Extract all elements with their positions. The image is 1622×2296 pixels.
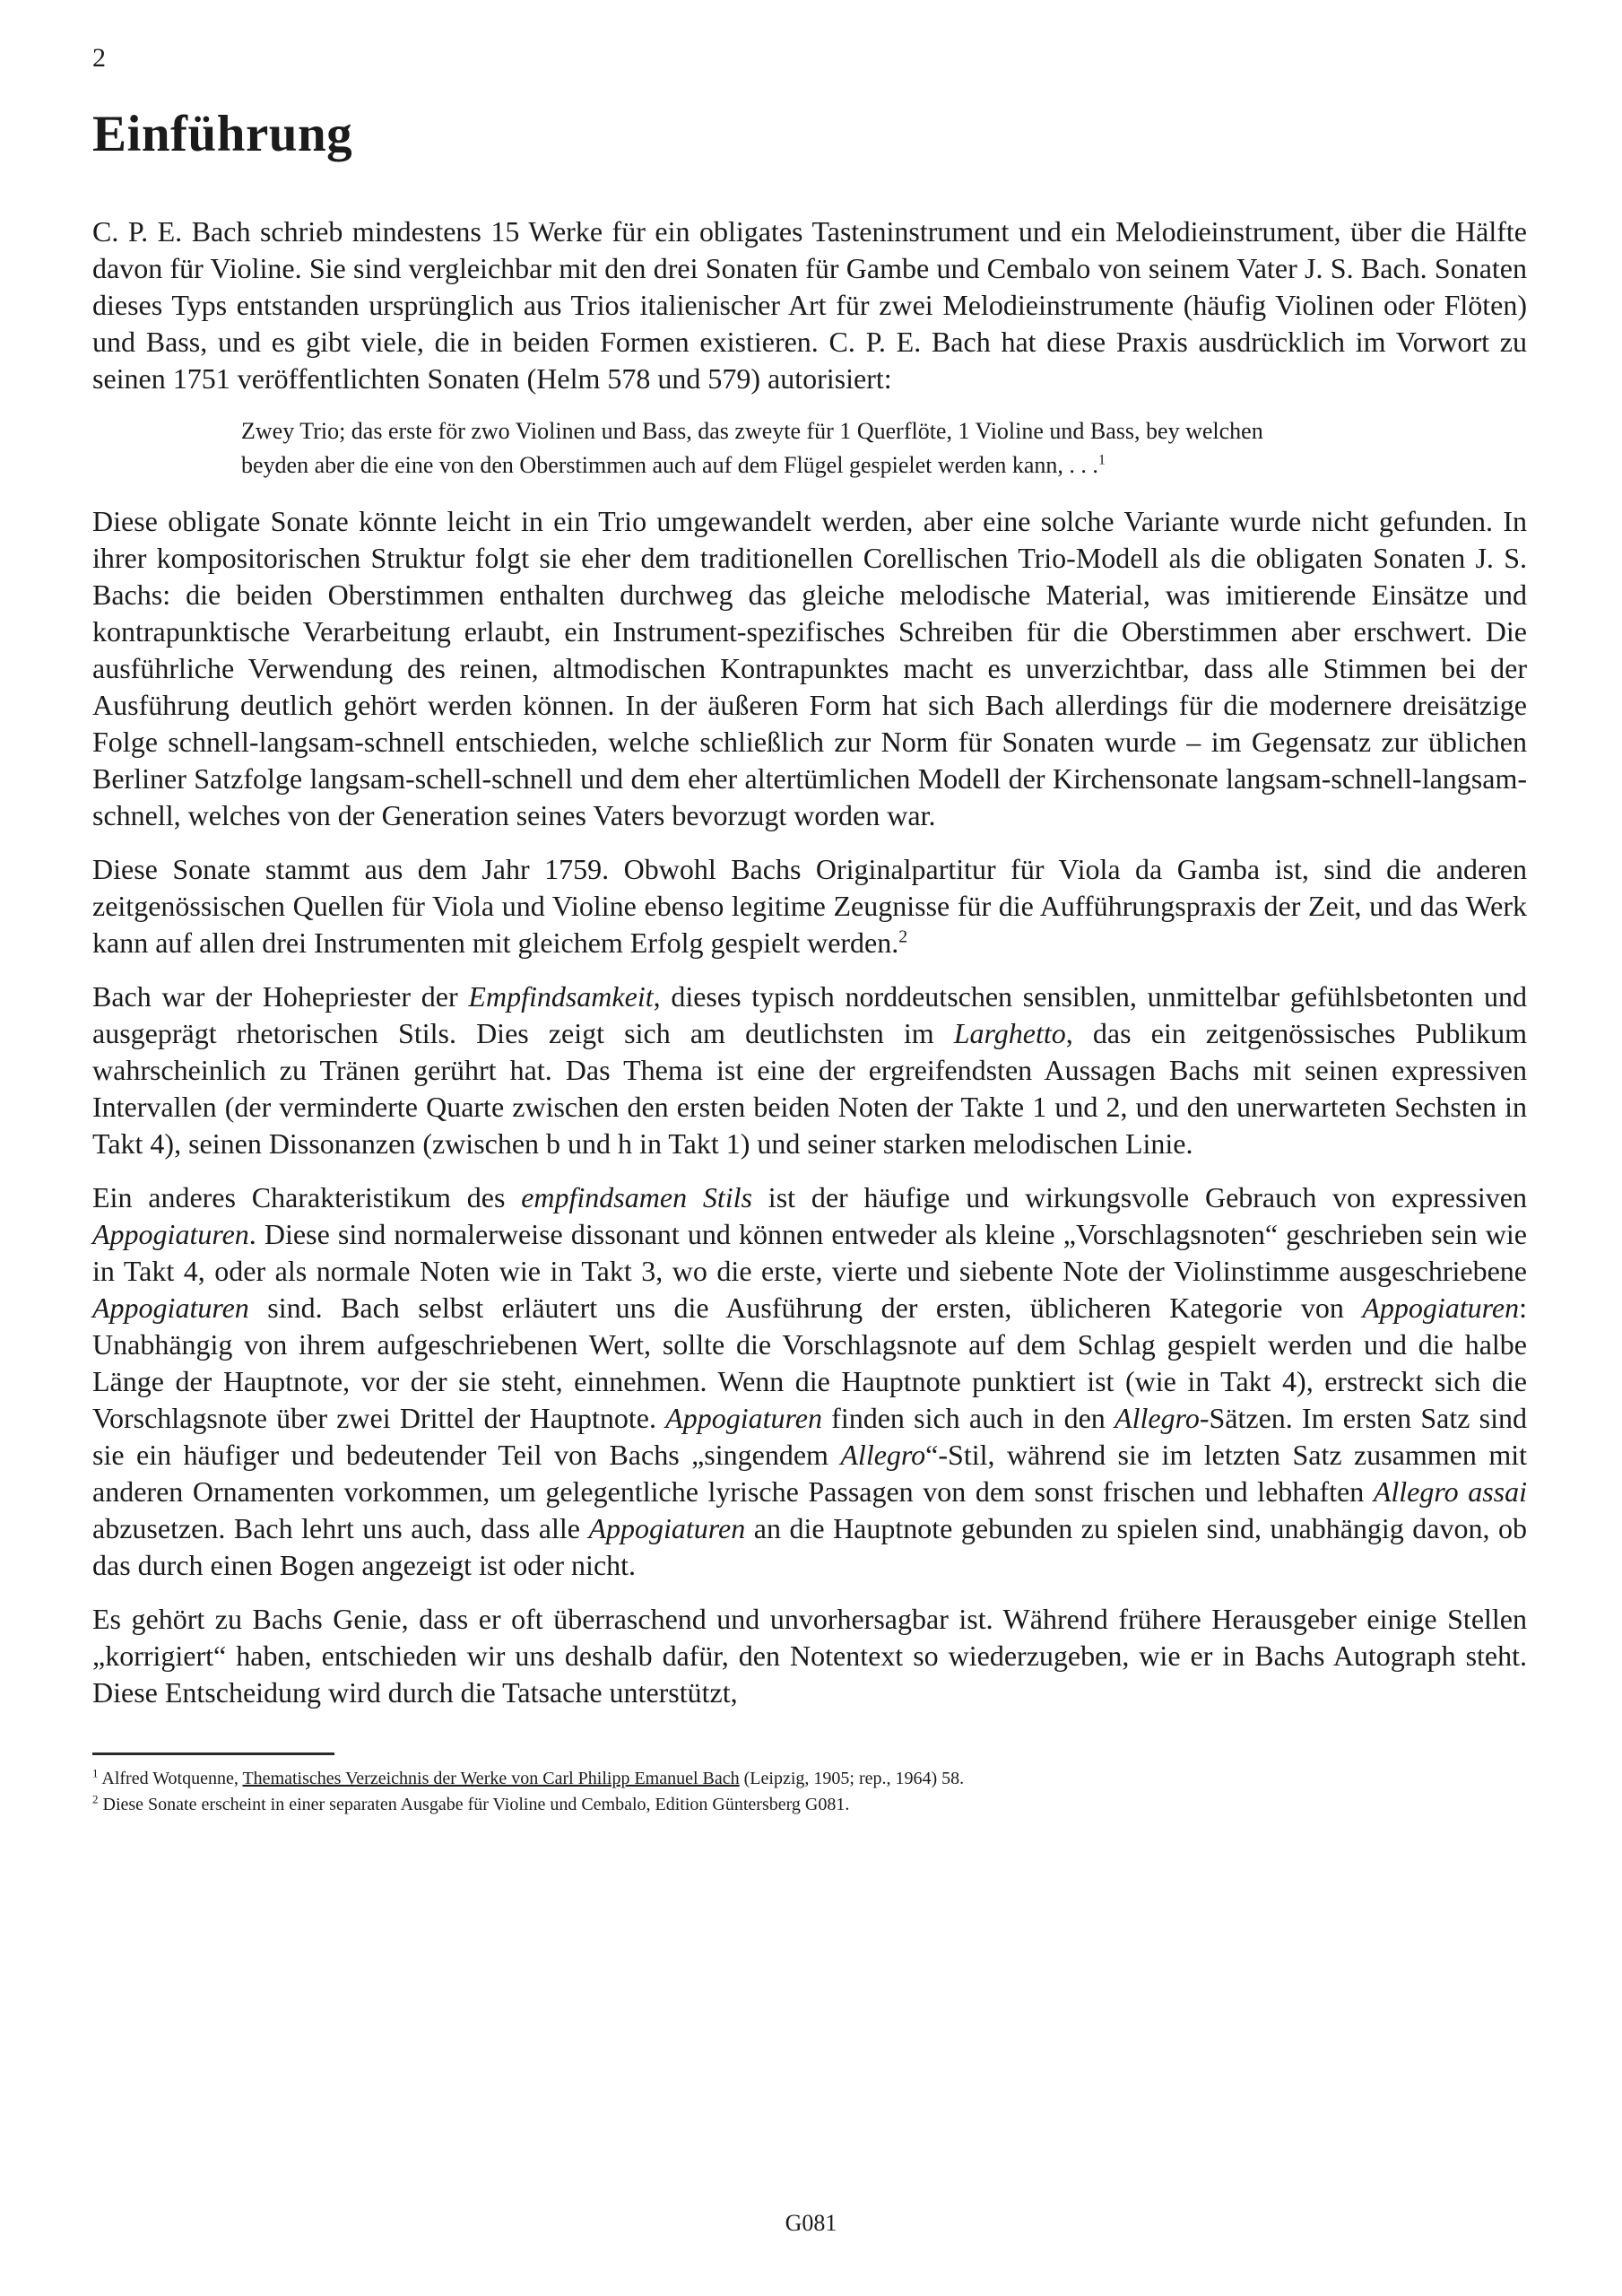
text-run: , das ein zeitgenössisches Publikum wahrscheinlich zu Tränen gerührt hat. Das Thema ist eine der ergreifendsten Aussagen Bachs mit seinen expressiven Intervallen (der verminderte Quarte zwischen den ersten beiden Noten der Takte 1 und 2, und den unerwarteten Sechsten in Takt 4), seinen Dissonanzen (zwischen b und h in Takt 1) und seiner starken melodischen Linie. bbox=[92, 1016, 1528, 1160]
paragraph-structure: Diese obligate Sonate könnte leicht in ein Trio umgewandelt werden, aber eine solche Variante wurde nicht gefunden. In ihrer kompositorischen Struktur folgt sie eher dem traditionellen Corellischen Trio-Modell als die obligaten Sonaten J. S. Bachs: die beiden Oberstimmen enthalten durchweg das gleiche melodische Material, was imitierende Einsätze und kontrapunktische Verarbeitung erlaubt, ein Instrument-spezifisches Schreiben für die Oberstimmen aber erschwert. Die ausführliche Verwendung des reinen, altmodischen Kontrapunktes macht es unverzichtbar, dass alle Stimmen bei der Ausführung deutlich gehört werden können. In der äußeren Form hat sich Bach allerdings für die modernere dreisätzige Folge schnell-langsam-schnell entschieden, welche schließlich zur Norm für Sonaten wurde – im Gegensatz zur üblichen Berliner Satzfolge langsam-schell-schnell und dem eher altertümlichen Modell der Kirchensonate langsam-schnell-langsam-schnell, welches von der Generation seines Vaters bevorzugt worden war. bbox=[92, 504, 1527, 831]
block-quote bbox=[241, 414, 1321, 483]
footnote-ref-2: 2 bbox=[898, 926, 908, 947]
page-footer: G081 bbox=[785, 2210, 837, 2236]
italic-term: Allegro bbox=[840, 1438, 926, 1471]
page-title: Einführung bbox=[92, 106, 353, 162]
italic-term: Larghetto bbox=[953, 1016, 1066, 1049]
text-run: finden sich auch in den bbox=[821, 1401, 1115, 1434]
paragraph-intro: C. P. E. Bach schrieb mindestens 15 Werke für ein obligates Tasteninstrument und ein Melodieinstrument, über die Hälfte davon für Violine. Sie sind vergleichbar mit den drei Sonaten für Gambe und Cembalo von seinem Vater J. S. Bach. Sonaten dieses Typs entstanden ursprünglich aus Trios italienischer Art für zwei Melodieinstrumente (häufig Violinen oder Flöten) und Bass, und es gibt viele, die in beiden Formen existieren. C. P. E. Bach hat diese Praxis ausdrücklich im Vorwort zu seinen 1751 veröffentlichten Sonaten (Helm 578 und 579) autorisiert: bbox=[92, 214, 1527, 395]
text-run: Ein anderes Charakteristikum des bbox=[92, 1180, 522, 1213]
paragraph-empfindsamkeit bbox=[92, 978, 1527, 1162]
italic-term: Appogiaturen bbox=[665, 1401, 822, 1434]
italic-term: Appogiaturen bbox=[92, 1291, 249, 1324]
text-run: sind. Bach selbst erläutert uns die Ausführung der ersten, üblicheren Kategorie von bbox=[248, 1291, 1363, 1324]
text-run: “-Stil, während sie im letzten Satz zusammen mit anderen Ornamenten vorkommen, um gelegentliche lyrische Passagen von dem sonst frischen und lebhaften bbox=[92, 1438, 1528, 1508]
text-run: -Sätzen. Im ersten Satz sind sie ein häufiger und bedeutender Teil von Bachs „singendem bbox=[92, 1401, 1527, 1471]
text-run: Bach war der Hohepriester der bbox=[92, 979, 469, 1013]
text-run: ist der häufige und wirkungsvolle Gebrauch von expressiven bbox=[752, 1180, 1528, 1213]
quote-text: Zwey Trio; das erste för zwo Violinen und Bass, das zweyte für 1 Querflöte, 1 Violine und Bass, bey welchen beyden aber die eine von den Oberstimmen auch auf dem Flügel gespielet werden kann, . . . bbox=[241, 417, 1263, 478]
italic-term: Allegro assai bbox=[1373, 1474, 1528, 1508]
text-run: (Leipzig, 1905; rep., 1964) 58. bbox=[739, 1768, 965, 1788]
page-number: 2 bbox=[92, 43, 106, 73]
paragraph-date bbox=[92, 851, 1527, 961]
footnote-separator bbox=[92, 1752, 334, 1755]
text-run: abzusetzen. Bach lehrt uns auch, dass alle bbox=[92, 1511, 589, 1544]
italic-term: Allegro bbox=[1115, 1401, 1200, 1434]
text-run: Diese Sonate stammt aus dem Jahr 1759. Obwohl Bachs Originalpartitur für Viola da Gamba ist, sind die anderen zeitgenössischen Quellen für Viola und Violine ebenso legitime Zeugnisse für die Aufführungspraxis der Zeit, und das Werk kann auf allen drei Instrumenten mit gleichem Erfolg gespielt werden. bbox=[92, 852, 1527, 959]
footnote-ref-1: 1 bbox=[1097, 452, 1106, 468]
text-run: . Diese sind normalerweise dissonant und können entweder als kleine „Vorschlagsnoten“ geschrieben sein wie in Takt 4, oder als normale Noten wie in Takt 3, wo die erste, vierte und siebente Note der Violinstimme ausgeschriebene bbox=[92, 1217, 1527, 1287]
book-title: Thematisches Verzeichnis der Werke von Carl Philipp Emanuel Bach bbox=[242, 1768, 740, 1788]
text-run: Alfred Wotquenne, bbox=[98, 1768, 243, 1788]
text-run: an die Hauptnote gebunden zu spielen sind, unabhängig davon, ob das durch einen Bogen angezeigt ist oder nicht. bbox=[92, 1511, 1528, 1581]
italic-term: empfindsamen Stils bbox=[521, 1180, 752, 1213]
paragraph-appogiaturen bbox=[92, 1179, 1527, 1584]
italic-term: Appogiaturen bbox=[92, 1217, 249, 1250]
footnote-marker-2: 2 bbox=[92, 1792, 99, 1806]
text-run: Diese Sonate erscheint in einer separaten Ausgabe für Violine und Cembalo, Edition Güntersberg G081. bbox=[98, 1794, 850, 1814]
italic-term: Appogiaturen bbox=[588, 1511, 746, 1544]
text-run: : Unabhängig von ihrem aufgeschriebenen Wert, sollte die Vorschlagsnote auf dem Schlag gespielt werden und die halbe Länge der Hauptnote, vor der sie steht, einnehmen. Wenn die Hauptnote punktiert ist (wie in Takt 4), erstreckt sich die Vorschlagsnote über zwei Drittel der Hauptnote. bbox=[92, 1291, 1527, 1434]
italic-term: Appogiaturen bbox=[1362, 1291, 1520, 1324]
footnote-marker-1: 1 bbox=[92, 1766, 99, 1780]
text-run: , dieses typisch norddeutschen sensiblen, unmittelbar gefühlsbetonten und ausgeprägt rhetorischen Stils. Dies zeigt sich am deutlichsten im bbox=[92, 979, 1528, 1049]
footnote-1 bbox=[92, 1766, 1527, 1792]
paragraph-genie: Es gehört zu Bachs Genie, dass er oft überraschend und unvorhersagbar ist. Während frühere Herausgeber einige Stellen „korrigiert“ haben, entschieden wir uns deshalb dafür, den Notentext so wiederzugeben, wie er in Bachs Autograph steht. Diese Entscheidung wird durch die Tatsache unterstützt, bbox=[92, 1602, 1527, 1709]
footnote-2 bbox=[92, 1792, 1527, 1818]
italic-term: Empfindsamkeit bbox=[468, 979, 654, 1013]
